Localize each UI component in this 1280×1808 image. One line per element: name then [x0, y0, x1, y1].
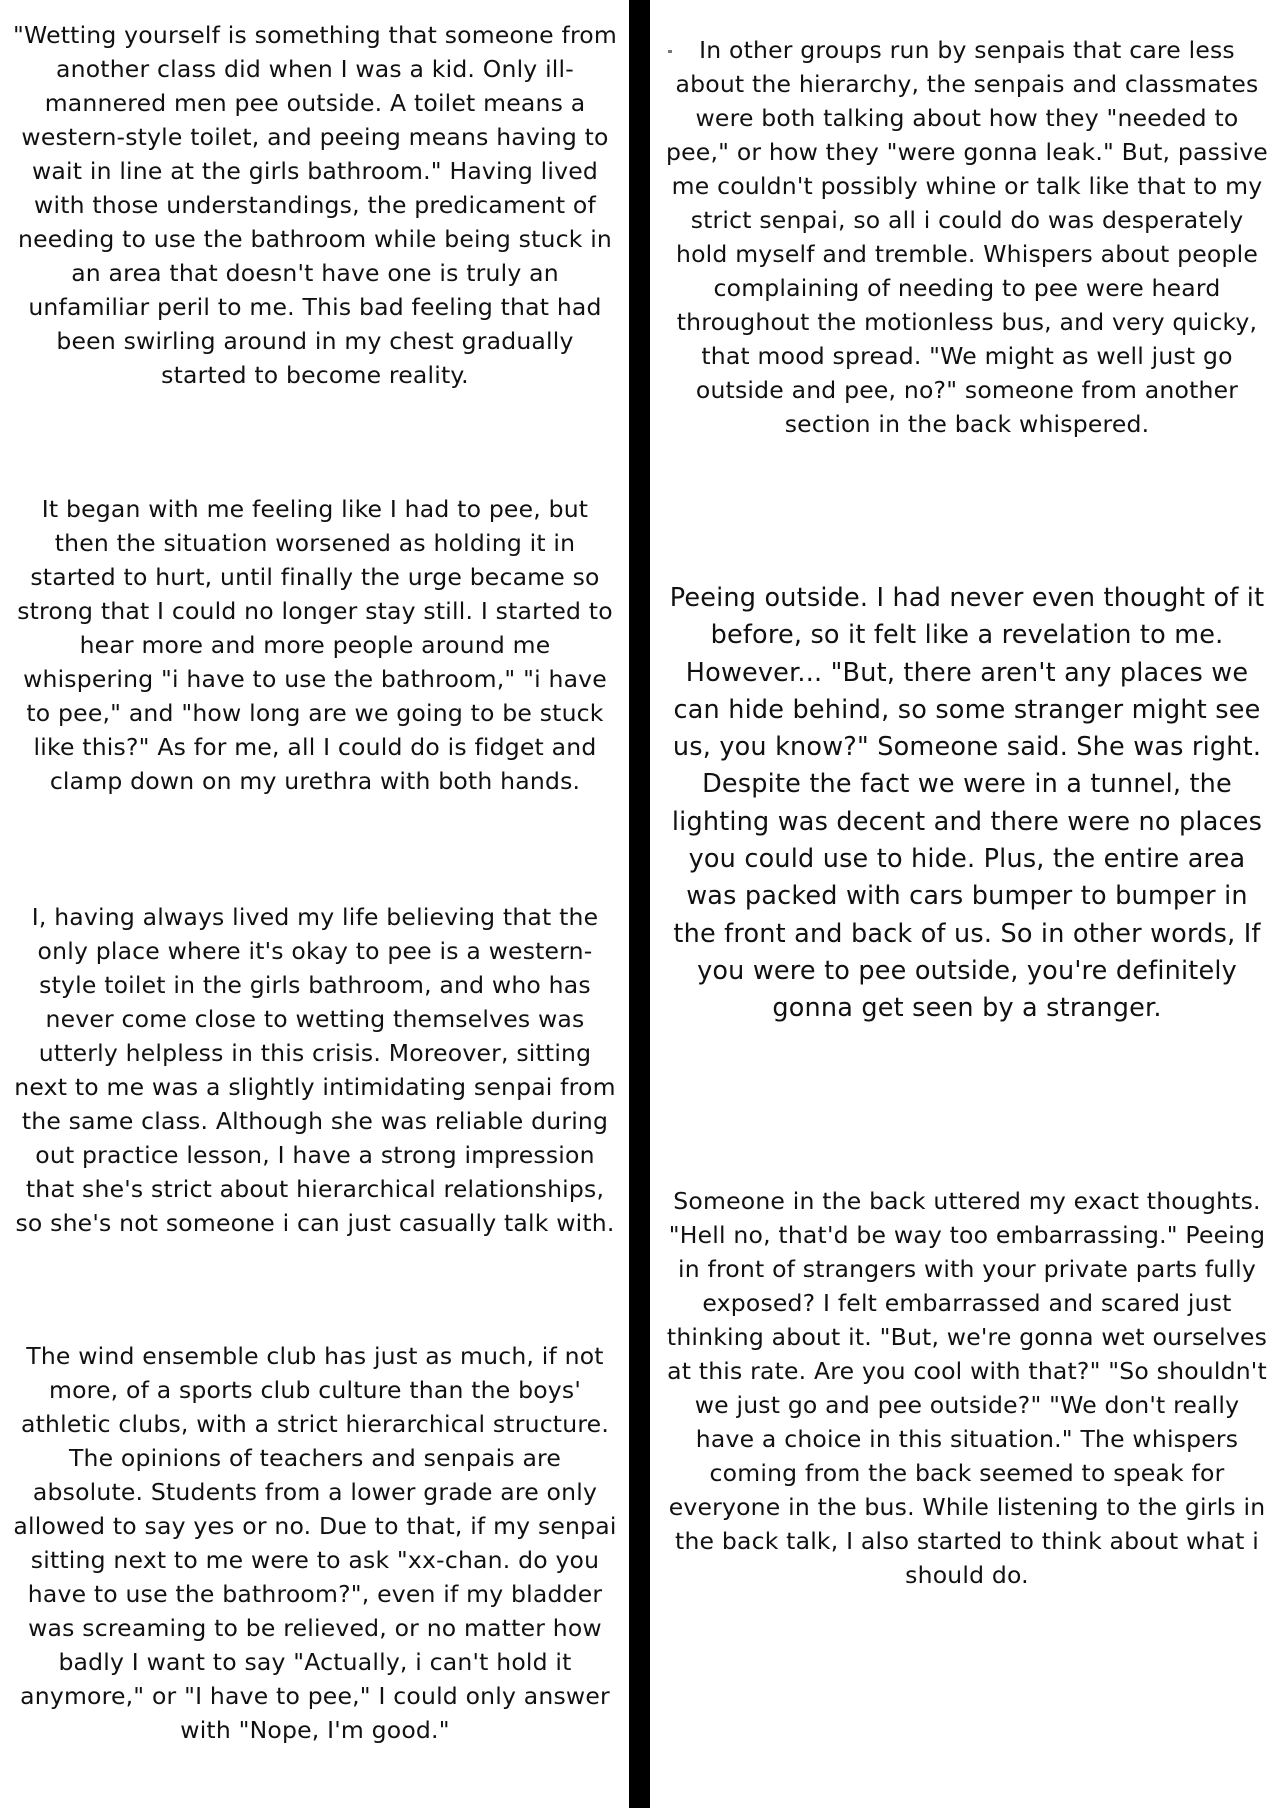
paragraph-right-3: Someone in the back uttered my exact thoughts. "Hell no, that'd be way too embarrassing." Peeing in front of strangers with your private parts fully exposed? I felt embarrassed and scared just thinking about it. "But, we're gonna wet ourselves at this rate. Are you cool with that?" "So shouldn't we just go and pee outside?" "We don't really have a choice in this situation." The whispers coming from the back seemed to speak for everyone in the bus. While listening to the girls in the back talk, I also started to think about what i should do. — [666, 1187, 1268, 1589]
paragraph-left-2: It began with me feeling like I had to pee, but then the situation worsened as holding it in started to hurt, until finally the urge became so strong that I could no longer stay still. I started to hear more and more people around me whispering "i have to use the bathroom," "i have to pee," and "how long are we going to be stuck like this?" As for me, all I could do is fidget and clamp down on my urethra with both hands. — [17, 495, 613, 795]
paragraph-left-1: "Wetting yourself is something that someone from another class did when I was a kid. Only ill-mannered men pee outside. A toilet means a western-style toilet, and peeing means having to wait in line at the girls bathroom." Having lived with those understandings, the predicament of needing to use the bathroom while being stuck in an area that doesn't have one is truly an unfamiliar peril to me. This bad feeling that had been swirling around in my chest gradually started to become reality. — [13, 21, 617, 389]
paragraph-left-4: The wind ensemble club has just as much, if not more, of a sports club culture than the boys' athletic clubs, with a strict hierarchical structure. The opinions of teachers and senpais are absolute. Students from a lower grade are only allowed to say yes or no. Due to that, if my senpai sitting next to me were to ask "xx-chan. do you have to use the bathroom?", even if my bladder was screaming to be relieved, or no matter how badly I want to say "Actually, i can't hold it anymore," or "I have to pee," I could only answer with "Nope, I'm good." — [13, 1342, 617, 1744]
paragraph-right-2: Peeing outside. I had never even thought of it before, so it felt like a revelation to me. However... "But, there aren't any places we can hide behind, so some stranger might see us, you know?" Someone said. She was right. Despite the fact we were in a tunnel, the lighting was decent and there were no places you could use to hide. Plus, the entire area was packed with cars bumper to bumper in the front and back of us. So in other words, If you were to pee outside, you're definitely gonna get seen by a stranger. — [669, 583, 1265, 1024]
column-divider — [629, 0, 650, 1808]
paragraph-left-3: I, having always lived my life believing that the only place where it's okay to pee is a western-style toilet in the girls bathroom, and who has never come close to wetting themselves was utterly helpless in this crisis. Moreover, sitting next to me was a slightly intimidating senpai from the same class. Although she was reliable during out practice lesson, I have a strong impression that she's strict about hierarchical relationships, so she's not someone i can just casually talk with. — [14, 903, 616, 1237]
paragraph-right-1: In other groups run by senpais that care less about the hierarchy, the senpais and classmates were both talking about how they "needed to pee," or how they "were gonna leak." But, passive me couldn't possibly whine or talk like that to my strict senpai, so all i could do was desperately hold myself and tremble. Whispers about people complaining of needing to pee were heard throughout the motionless bus, and very quicky, that mood spread. "We might as well just go outside and pee, no?" someone from another section in the back whispered. — [666, 36, 1268, 438]
